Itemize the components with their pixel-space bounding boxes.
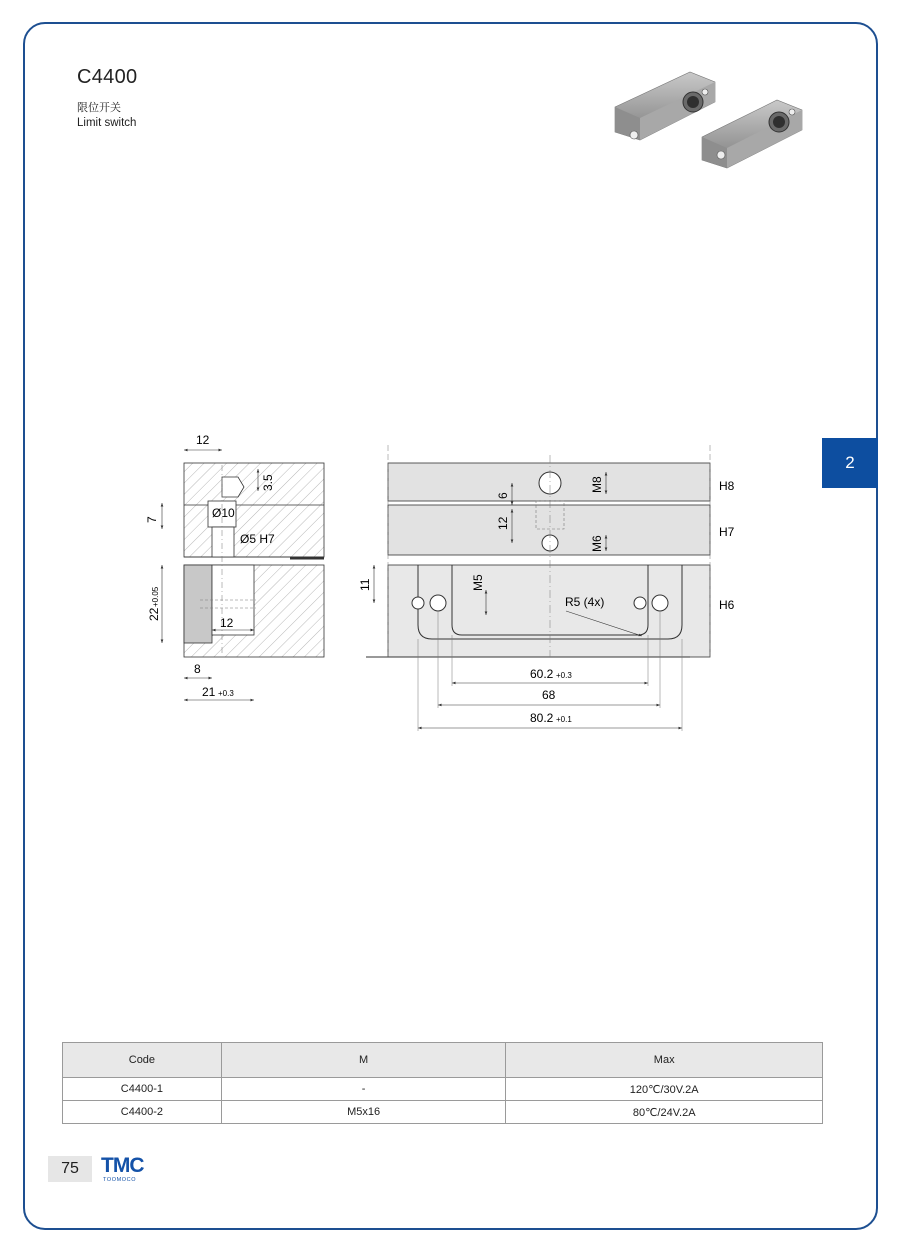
- table-row: [63, 1078, 823, 1101]
- dim-r5: R5 (4x): [565, 595, 605, 609]
- dim-6: 6: [496, 492, 510, 499]
- cell-max: 80℃/24V.2A: [506, 1101, 823, 1124]
- dim-12-top: 12: [196, 433, 210, 447]
- plate-h7-label: H7: [719, 525, 735, 539]
- cell-code: C4400-1: [63, 1078, 222, 1101]
- side-section-view: [162, 450, 324, 700]
- subtitle-chinese: 限位开关: [77, 102, 121, 114]
- cell-max: 120℃/30V.2A: [506, 1078, 823, 1101]
- dim-m6: M6: [590, 535, 604, 552]
- dim-12-inner: 12: [220, 616, 234, 630]
- column-header-code: Code: [63, 1043, 222, 1078]
- logo-text: TMC: [101, 1154, 144, 1177]
- table-row: [63, 1101, 823, 1124]
- dim-3-5: 3.5: [261, 474, 275, 491]
- product-photo: [605, 62, 815, 177]
- dim-m5: M5: [471, 574, 485, 591]
- plate-h6-label: H6: [719, 598, 735, 612]
- page-number: 75: [48, 1156, 92, 1182]
- cell-m: -: [221, 1078, 506, 1101]
- dim-60-2: 60.2: [530, 667, 554, 681]
- column-header-max: Max: [506, 1043, 823, 1078]
- dim-22-tolerance: +0.05: [151, 586, 160, 607]
- dim-d5-h7: Ø5 H7: [240, 532, 275, 546]
- dim-11: 11: [358, 578, 372, 591]
- plate-h8-label: H8: [719, 479, 735, 493]
- technical-drawing: [140, 425, 760, 745]
- dim-21: 21: [202, 685, 216, 699]
- front-plate-view: [366, 445, 710, 731]
- dim-8: 8: [194, 662, 201, 676]
- brand-logo: [101, 1156, 144, 1183]
- dim-22: 22: [147, 607, 161, 621]
- dim-68: 68: [542, 688, 556, 702]
- chapter-tab[interactable]: [822, 438, 878, 488]
- cell-m: M5x16: [221, 1101, 506, 1124]
- dim-80-2: 80.2: [530, 711, 554, 725]
- switch-unit-right: [702, 100, 802, 168]
- page-title: C4400: [77, 66, 138, 88]
- switch-unit-left: [615, 72, 715, 140]
- column-header-m: M: [221, 1043, 506, 1078]
- subtitle-english: Limit switch: [77, 117, 137, 129]
- chapter-number: 2: [845, 453, 855, 472]
- dim-d10: Ø10: [212, 506, 235, 520]
- dim-22-group: [147, 586, 161, 621]
- dim-m8: M8: [590, 476, 604, 493]
- logo-subtext: TOOMOCO: [103, 1177, 137, 1183]
- table-header-row: [63, 1043, 823, 1078]
- spec-table: [62, 1042, 823, 1124]
- dim-60-2-tolerance: +0.3: [556, 671, 572, 680]
- dim-12-right: 12: [496, 516, 510, 530]
- dim-7: 7: [145, 516, 159, 523]
- cell-code: C4400-2: [63, 1101, 222, 1124]
- dim-21-tolerance: +0.3: [218, 689, 234, 698]
- dim-80-2-tolerance: +0.1: [556, 715, 572, 724]
